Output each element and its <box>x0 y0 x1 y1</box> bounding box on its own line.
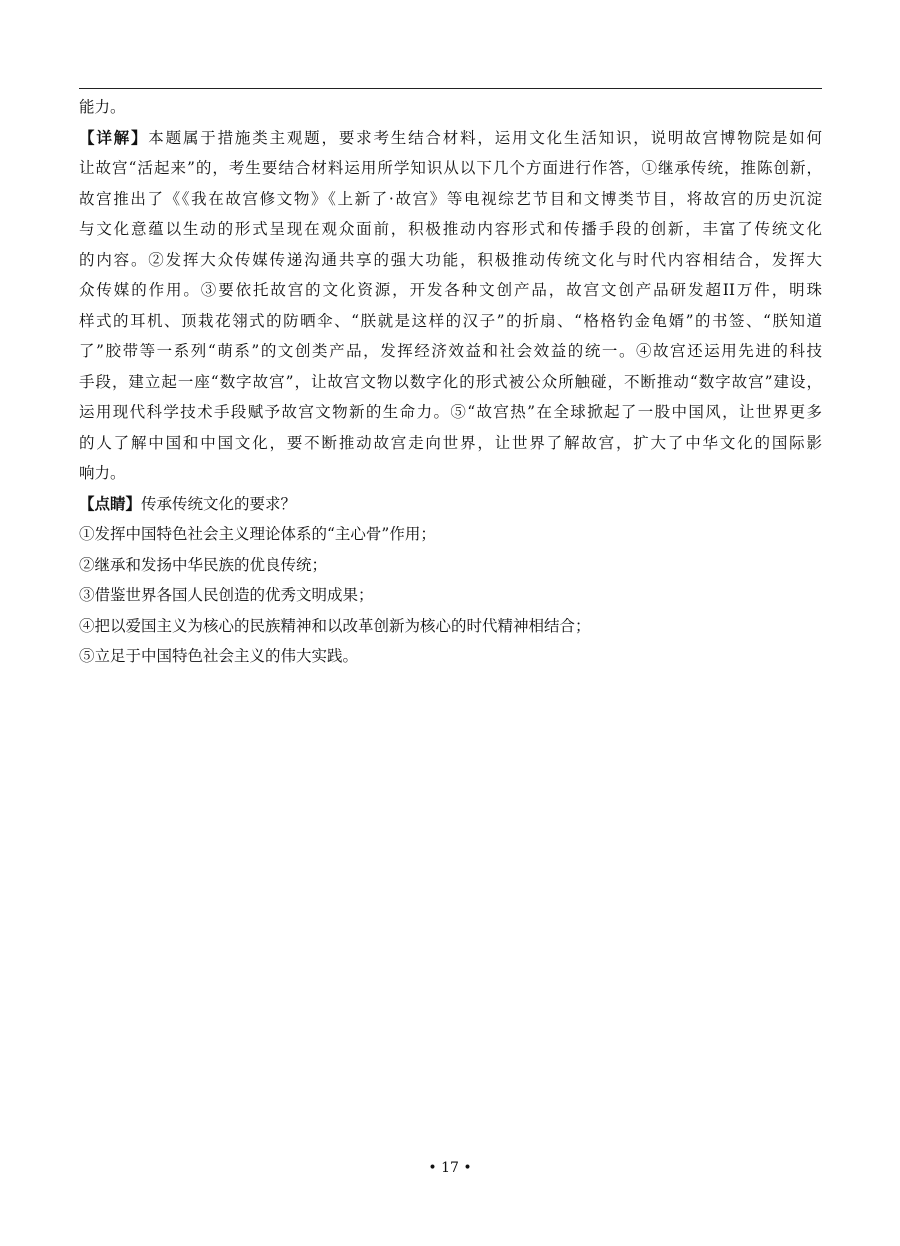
line-text: 响力。 <box>79 464 126 482</box>
text-line <box>79 123 822 154</box>
line-text: 运用现代科学技术手段赋予故宫文物新的生命力。⑤“故宫热”在全球掀起了一股中国风，让世界更多 <box>79 403 822 421</box>
text-line <box>79 580 822 611</box>
line-text: 手段，建立起一座“数字故宫”，让故宫文物以数字化的形式被公众所触碰，不断推动“数字故宫”建设， <box>79 372 822 391</box>
text-line <box>79 428 822 459</box>
line-text: 传承传统文化的要求？ <box>141 494 297 513</box>
text-line <box>79 519 822 550</box>
text-line <box>79 245 822 276</box>
line-text: ②继承和发扬中华民族的优良传统； <box>79 555 328 574</box>
text-line <box>79 153 822 184</box>
text-line <box>79 489 822 520</box>
text-line <box>79 397 822 428</box>
line-text: 故宫推出了《《我在故宫修文物》《上新了·故宫》等电视综艺节目和文博类节目，将故宫的历史沉淀 <box>79 189 822 208</box>
text-line <box>79 184 822 215</box>
line-text: ③借鉴世界各国人民创造的优秀文明成果； <box>79 586 374 604</box>
text-line <box>79 641 822 672</box>
line-text: ①发挥中国特色社会主义理论体系的“主心骨”作用； <box>79 525 436 543</box>
text-line <box>79 550 822 581</box>
text-line <box>79 92 822 123</box>
line-text: 的内容。②发挥大众传媒传递沟通共享的强大功能，积极推动传统文化与时代内容相结合，发挥大 <box>79 250 822 269</box>
line-text: ⑤立足于中国特色社会主义的伟大实践。 <box>79 647 359 665</box>
line-text: 众传媒的作用。③要依托故宫的文化资源，开发各种文创产品，故宫文创产品研发超II万件，明珠 <box>79 281 822 299</box>
text-line <box>79 336 822 367</box>
section-tag: 【详解】 <box>79 127 149 147</box>
line-text: 的人了解中国和中国文化，要不断推动故宫走向世界，让世界了解故宫，扩大了中华文化的国际影 <box>79 433 822 452</box>
line-text: 与文化意蕴以生动的形式呈现在观众面前，积极推动内容形式和传播手段的创新，丰富了传统文化 <box>79 220 822 238</box>
page-number: • 17 • <box>428 1160 472 1176</box>
header-rule <box>79 88 822 89</box>
line-text: 了”胶带等一系列“萌系”的文创类产品，发挥经济效益和社会效益的统一。④故宫还运用先进的科技 <box>79 342 822 360</box>
section-tag: 【点睛】 <box>79 493 142 513</box>
text-line <box>79 611 822 642</box>
line-text: ④把以爱国主义为核心的民族精神和以改革创新为核心的时代精神相结合； <box>79 616 591 635</box>
text-line <box>79 458 822 489</box>
text-line <box>79 275 822 306</box>
line-text: 能力。 <box>79 98 126 116</box>
text-line <box>79 306 822 337</box>
line-text: 让故宫“活起来”的，考生要结合材料运用所学知识从以下几个方面进行作答，①继承传统，推陈创新， <box>79 159 822 177</box>
line-text: 本题属于措施类主观题，要求考生结合材料，运用文化生活知识，说明故宫博物院是如何 <box>148 128 822 147</box>
text-line <box>79 214 822 245</box>
document-body <box>79 92 822 672</box>
line-text: 样式的耳机、顶栽花翎式的防晒伞、“朕就是这样的汉子”的折扇、“格格钓金龟婿”的书签、“朕知道 <box>79 311 822 330</box>
text-line <box>79 367 822 398</box>
